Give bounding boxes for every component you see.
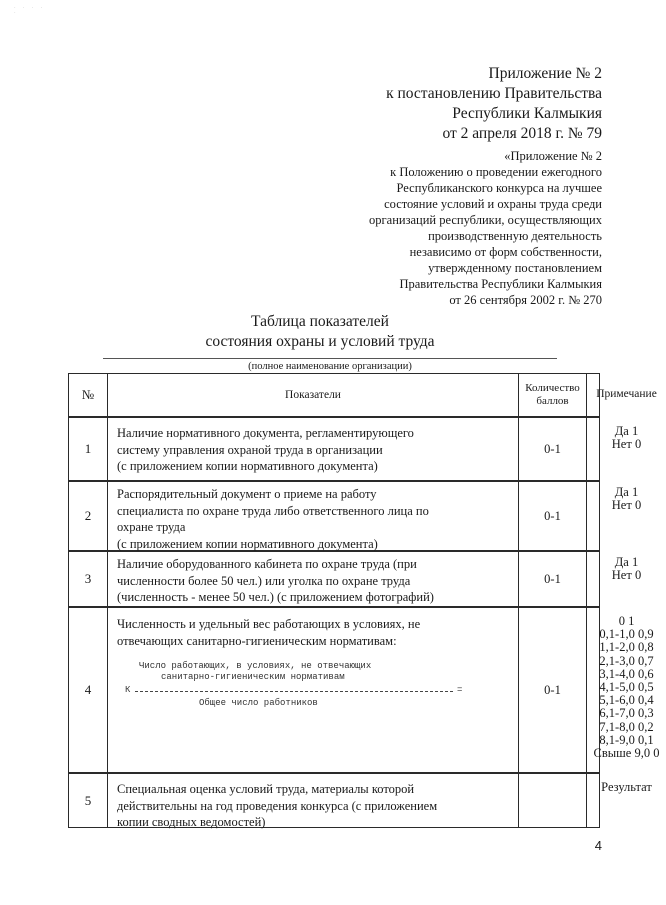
indicator-line: копии сводных ведомостей)	[117, 815, 266, 829]
row-indicator	[107, 418, 518, 480]
indicator-line: Наличие оборудованного кабинета по охране труда (при	[117, 557, 417, 571]
row-indicator	[107, 482, 518, 550]
note-line: 0 1	[618, 614, 635, 628]
formula-fraction-line	[125, 685, 512, 696]
note-line: Нет 0	[611, 498, 642, 513]
row-note	[586, 552, 666, 606]
indicator-line: Специальная оценка условий труда, материалы которой	[117, 782, 415, 796]
annex-line: к Положению о проведении ежегодного	[390, 165, 602, 179]
formula-k: К	[125, 685, 131, 695]
indicator-line: Наличие нормативного документа, регламентирующего	[117, 426, 414, 440]
row-score: 0-1	[518, 608, 586, 772]
note-line: Да 1	[614, 424, 639, 438]
formula-denominator: Общее число работников	[199, 698, 318, 708]
row-number: 2	[84, 508, 92, 523]
note-line: 8,1-9,0 0,1	[599, 732, 654, 747]
row-note	[586, 482, 666, 550]
formula-bar	[135, 691, 453, 692]
annex-line: независимо от форм собственности,	[409, 245, 602, 259]
indicator-line: (с приложением копии нормативного документа)	[117, 459, 378, 473]
annex-line: утвержденному постановлением	[428, 261, 602, 275]
row-score: 0-1	[518, 552, 586, 606]
annex-reference	[369, 148, 602, 308]
table-row	[68, 417, 642, 481]
note-line: Свыше 9,0 0	[593, 746, 660, 761]
annex-line: «Приложение № 2	[504, 149, 602, 163]
formula-numerator-line1: Число работающих, в условиях, не отвечающих	[139, 661, 372, 671]
header-line: от 2 апреля 2018 г. № 79	[442, 125, 602, 142]
row-indicator	[107, 774, 518, 827]
table-row	[68, 481, 642, 551]
title-line-1: Таблица показателей	[251, 313, 389, 330]
note-line: 3,1-4,0 0,6	[599, 666, 654, 681]
indicator-line: (с приложением копии нормативного документа)	[117, 536, 378, 551]
note-line: Да 1	[614, 485, 639, 499]
indicator-line: Численность и удельный вес работающих в условиях, не	[117, 617, 421, 631]
header-score-line2: баллов	[536, 395, 569, 407]
header-note: Примечание	[586, 374, 666, 416]
row-note	[586, 418, 666, 480]
note-line: Результат	[601, 780, 652, 794]
indicator-line: Распорядительный документ о приеме на работу	[117, 487, 377, 501]
note-line: 0,1-1,0 0,9	[599, 627, 654, 642]
row-note	[586, 608, 666, 772]
indicator-line: отвечающих санитарно-гигиеническим нормативам:	[117, 633, 397, 648]
indicator-line: (численность - менее 50 чел.) (с приложением фотографий)	[117, 590, 434, 604]
scan-artifact: · · · · ·	[14, 6, 46, 16]
note-line: Нет 0	[611, 437, 642, 452]
appendix-header	[386, 64, 602, 144]
annex-line: Правительства Республики Калмыкия	[399, 277, 602, 291]
indicator-line: действительны на год проведения конкурса (с приложением	[117, 798, 438, 813]
note-line: 1,1-2,0 0,8	[599, 640, 654, 655]
note-line: 2,1-3,0 0,7	[599, 653, 654, 668]
table-row	[68, 551, 642, 607]
note-line: 6,1-7,0 0,3	[599, 706, 654, 721]
row-number: 1	[84, 441, 92, 456]
page-number: 4	[594, 838, 602, 853]
table-title	[0, 312, 640, 352]
table-row	[68, 607, 660, 773]
ratio-formula	[125, 661, 512, 709]
formula-equals: =	[457, 685, 463, 695]
organization-caption: (полное наименование организации)	[248, 361, 412, 372]
row-note	[586, 774, 666, 827]
header-line: Республики Калмыкия	[452, 105, 602, 122]
title-line-2: состояния охраны и условий труда	[205, 333, 435, 350]
row-number: 5	[84, 792, 92, 808]
formula-numerator-line2: санитарно-гигиеническим нормативам	[161, 672, 345, 682]
note-line: Да 1	[614, 555, 639, 569]
indicator-line: численности более 50 чел.) или уголка по охране труда	[117, 573, 411, 588]
table-row	[68, 773, 652, 829]
table-header-row	[68, 373, 657, 417]
row-number: 3	[84, 571, 92, 586]
header-line: Приложение № 2	[488, 65, 602, 82]
note-line: 4,1-5,0 0,5	[599, 680, 654, 695]
indicator-line: специалиста по охране труда либо ответственного лица по	[117, 503, 429, 518]
annex-line: Республиканского конкурса на лучшее	[396, 181, 602, 195]
indicator-line: систему управления охраной труда в организации	[117, 442, 383, 457]
row-score	[518, 774, 586, 827]
annex-line: состояние условий и охраны труда среди	[384, 197, 602, 211]
note-line: 7,1-8,0 0,2	[599, 719, 654, 734]
header-indicator: Показатели	[107, 374, 518, 416]
organization-name-line	[103, 358, 557, 359]
note-line: Нет 0	[611, 568, 642, 583]
annex-line: организаций республики, осуществляющих	[369, 213, 602, 227]
row-indicator	[107, 608, 518, 772]
row-score: 0-1	[518, 482, 586, 550]
row-score: 0-1	[518, 418, 586, 480]
note-line: 5,1-6,0 0,4	[599, 693, 654, 708]
annex-line: производственную деятельность	[428, 229, 602, 243]
row-number: 4	[84, 682, 92, 697]
indicators-table	[68, 373, 660, 829]
header-line: к постановлению Правительства	[386, 85, 602, 102]
header-score-line1: Количество	[525, 382, 580, 394]
row-indicator	[107, 552, 518, 606]
header-num: №	[81, 387, 95, 402]
annex-line: от 26 сентября 2002 г. № 270	[449, 293, 602, 307]
indicator-line: охране труда	[117, 520, 186, 534]
header-score	[518, 374, 586, 416]
